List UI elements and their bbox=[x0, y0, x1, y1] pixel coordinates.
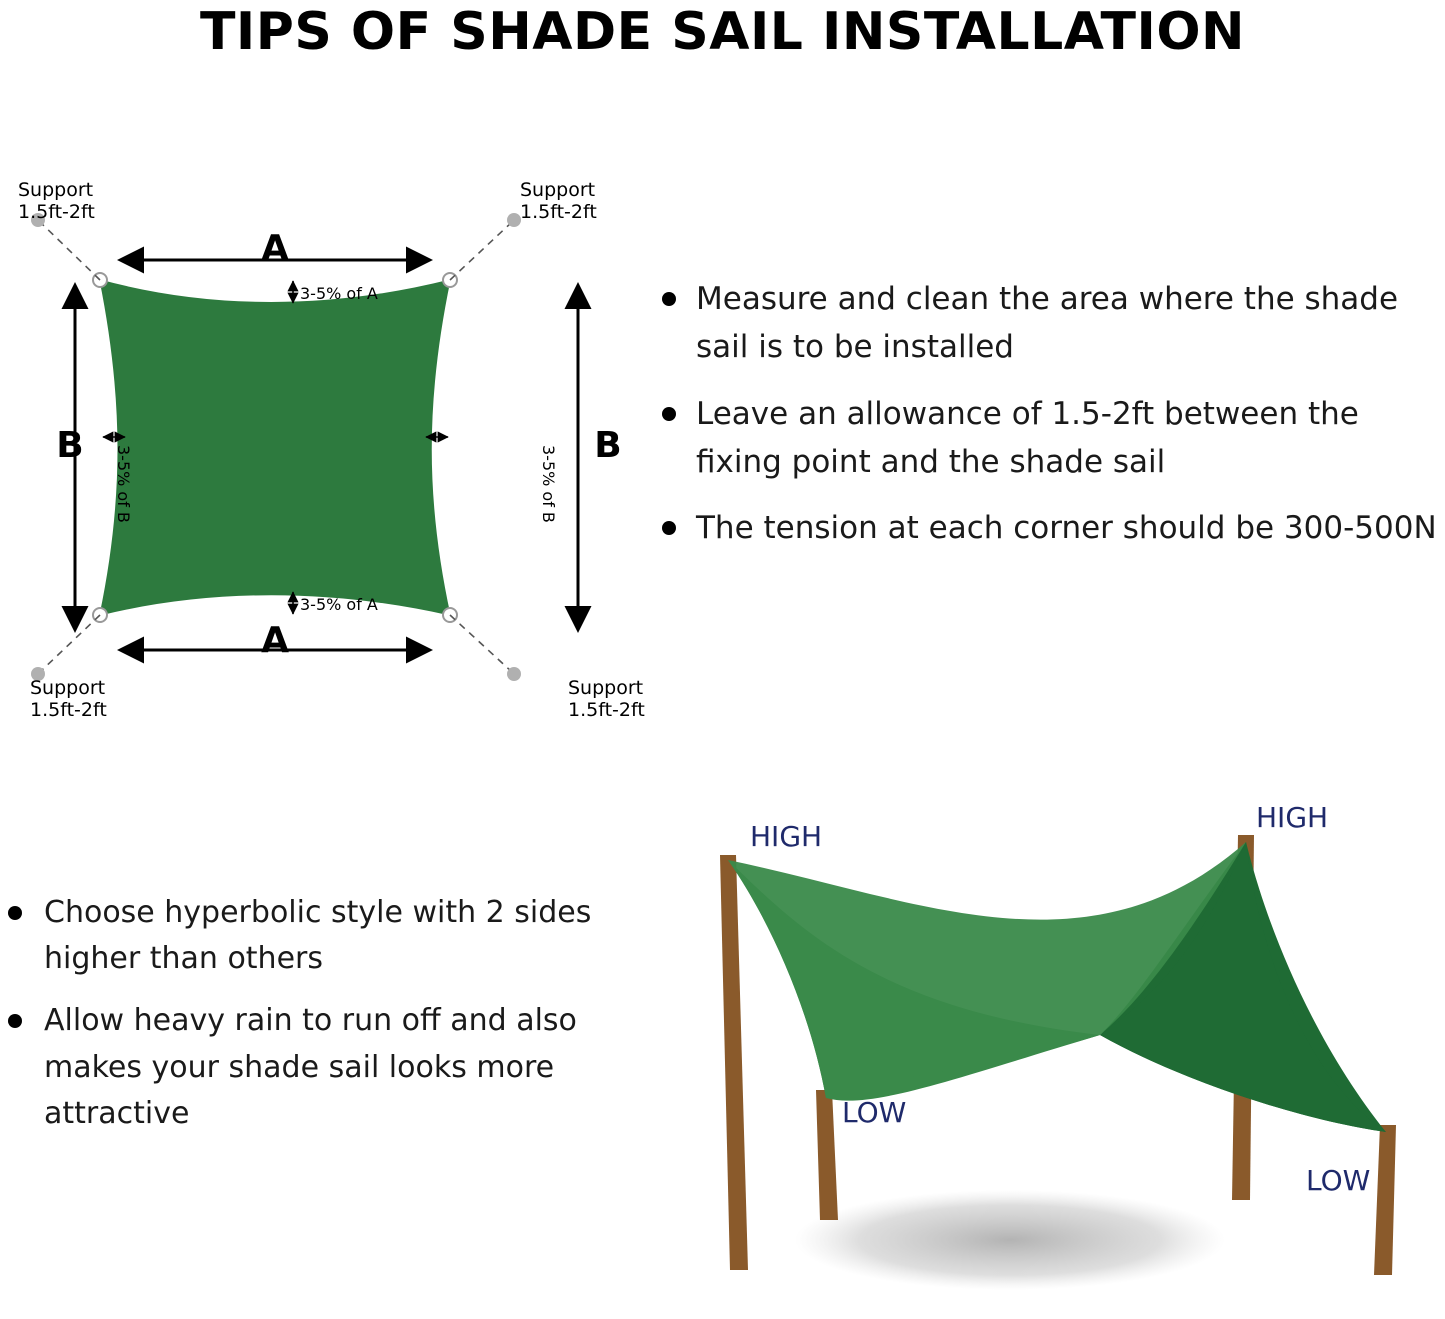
support-label-line1: Support bbox=[18, 179, 94, 201]
curve-measure-bottom-label: 3-5% of A bbox=[300, 595, 378, 614]
list-item-text: Choose hyperbolic style with 2 sides higher than others bbox=[44, 895, 592, 977]
support-label-line2: 1.5ft-2ft bbox=[18, 201, 95, 223]
list-item bbox=[650, 504, 1445, 552]
support-label-line1: Support bbox=[30, 677, 106, 699]
list-item-text: Leave an allowance of 1.5-2ft between the fixing point and the shade sail bbox=[696, 395, 1359, 481]
list-item-text: Measure and clean the area where the shade sail is to be installed bbox=[696, 281, 1399, 366]
tips-list-left bbox=[0, 890, 620, 1153]
list-item bbox=[650, 390, 1445, 487]
label-low-left: LOW bbox=[842, 1096, 907, 1129]
post-low-left bbox=[816, 1090, 838, 1220]
support-label-line1: Support bbox=[520, 179, 596, 201]
list-item bbox=[0, 998, 620, 1137]
label-high-left: HIGH bbox=[750, 820, 823, 853]
bullet-dot-icon bbox=[662, 407, 676, 421]
post-high-left bbox=[720, 855, 748, 1270]
label-high-right: HIGH bbox=[1256, 801, 1329, 834]
support-label-line2: 1.5ft-2ft bbox=[520, 201, 597, 223]
ground-shadow bbox=[795, 1190, 1225, 1290]
hyperbolic-sail-diagram bbox=[620, 780, 1445, 1319]
label-top-a: A bbox=[261, 228, 289, 269]
list-item bbox=[650, 275, 1445, 372]
support-label-line2: 1.5ft-2ft bbox=[30, 699, 107, 721]
bullet-dot-icon bbox=[662, 521, 676, 535]
curve-measure-top-label: 3-5% of A bbox=[300, 284, 378, 303]
page-title: TIPS OF SHADE SAIL INSTALLATION bbox=[199, 2, 1246, 62]
support-point bbox=[507, 213, 521, 227]
label-bottom-a: A bbox=[261, 620, 289, 661]
bullet-dot-icon bbox=[8, 1014, 22, 1028]
support-label-line2: 1.5ft-2ft bbox=[568, 699, 645, 721]
support-point bbox=[507, 667, 521, 681]
list-item bbox=[0, 890, 620, 982]
label-left-b: B bbox=[56, 425, 84, 466]
support-label-line1: Support bbox=[568, 677, 644, 699]
curve-measure-left-label: 3-5% of B bbox=[114, 445, 133, 523]
bullet-dot-icon bbox=[662, 292, 676, 306]
label-right-b: B bbox=[594, 425, 622, 466]
post-low-right bbox=[1374, 1125, 1396, 1275]
label-low-right: LOW bbox=[1306, 1164, 1371, 1197]
support-label-top-left bbox=[18, 179, 95, 223]
support-label-bottom-right bbox=[568, 677, 645, 721]
tips-list-right bbox=[650, 275, 1445, 571]
curve-measure-right-label: 3-5% of B bbox=[539, 445, 558, 523]
bullet-dot-icon bbox=[8, 906, 22, 920]
support-label-bottom-left bbox=[30, 677, 107, 721]
list-item-text: Allow heavy rain to run off and also makes your shade sail looks more attractive bbox=[44, 1003, 577, 1131]
sail-shape bbox=[100, 280, 450, 615]
support-label-top-right bbox=[520, 179, 597, 223]
rectangle-sail-diagram bbox=[0, 160, 650, 730]
list-item-text: The tension at each corner should be 300-500N bbox=[696, 510, 1437, 547]
